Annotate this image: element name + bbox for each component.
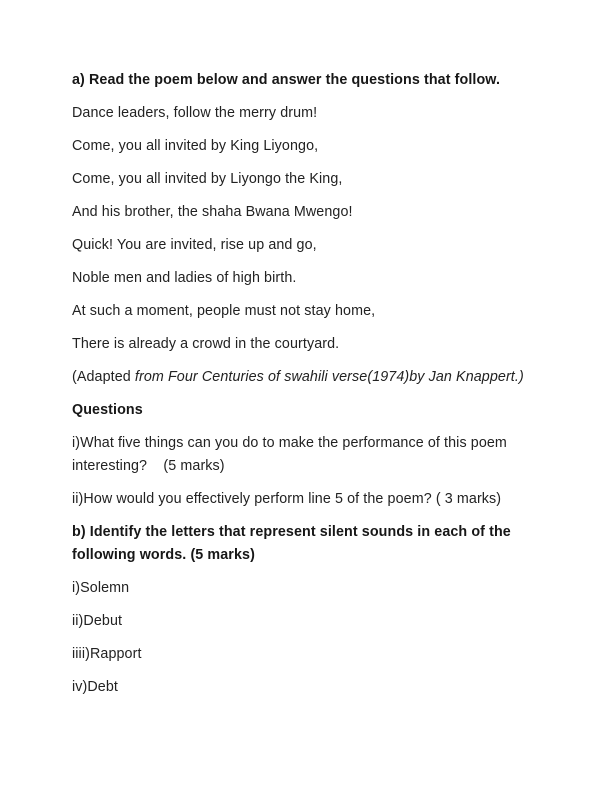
word-item: i)Solemn: [72, 580, 130, 596]
document-content: [72, 69, 542, 709]
poem-line: And his brother, the shaha Bwana Mwengo!: [72, 204, 353, 220]
poem-line: There is already a crowd in the courtyard.: [72, 336, 340, 352]
word-item: ii)Debut: [72, 613, 123, 629]
question-1: [72, 432, 542, 478]
questions-heading: Questions: [72, 402, 143, 418]
poem-line: Come, you all invited by King Liyongo,: [72, 138, 319, 154]
word-item: iiii)Rapport: [72, 646, 142, 662]
attribution-source: from Four Centuries of swahili verse(1974)by Jan Knappert.): [134, 369, 524, 385]
poem-line: Quick! You are invited, rise up and go,: [72, 237, 317, 253]
poem-line: Dance leaders, follow the merry drum!: [72, 105, 318, 121]
section-a-heading: a) Read the poem below and answer the questions that follow.: [72, 72, 501, 88]
attribution-prefix: (Adapted: [72, 369, 135, 385]
section-b-heading-line-2: following words. (5 marks): [72, 547, 255, 563]
poem-line: At such a moment, people must not stay home,: [72, 303, 376, 319]
section-b-heading-line-1: b) Identify the letters that represent silent sounds in each of the: [72, 524, 511, 540]
question-1-line-1: i)What five things can you do to make the performance of this poem: [72, 435, 507, 451]
word-item: iv)Debt: [72, 679, 118, 695]
poem-line: Come, you all invited by Liyongo the King,: [72, 171, 343, 187]
question-2: ii)How would you effectively perform line 5 of the poem? ( 3 marks): [72, 491, 502, 507]
poem-line: Noble men and ladies of high birth.: [72, 270, 297, 286]
section-b-heading: [72, 521, 542, 567]
attribution-line: [72, 366, 542, 389]
question-1-line-2: interesting? (5 marks): [72, 458, 225, 474]
